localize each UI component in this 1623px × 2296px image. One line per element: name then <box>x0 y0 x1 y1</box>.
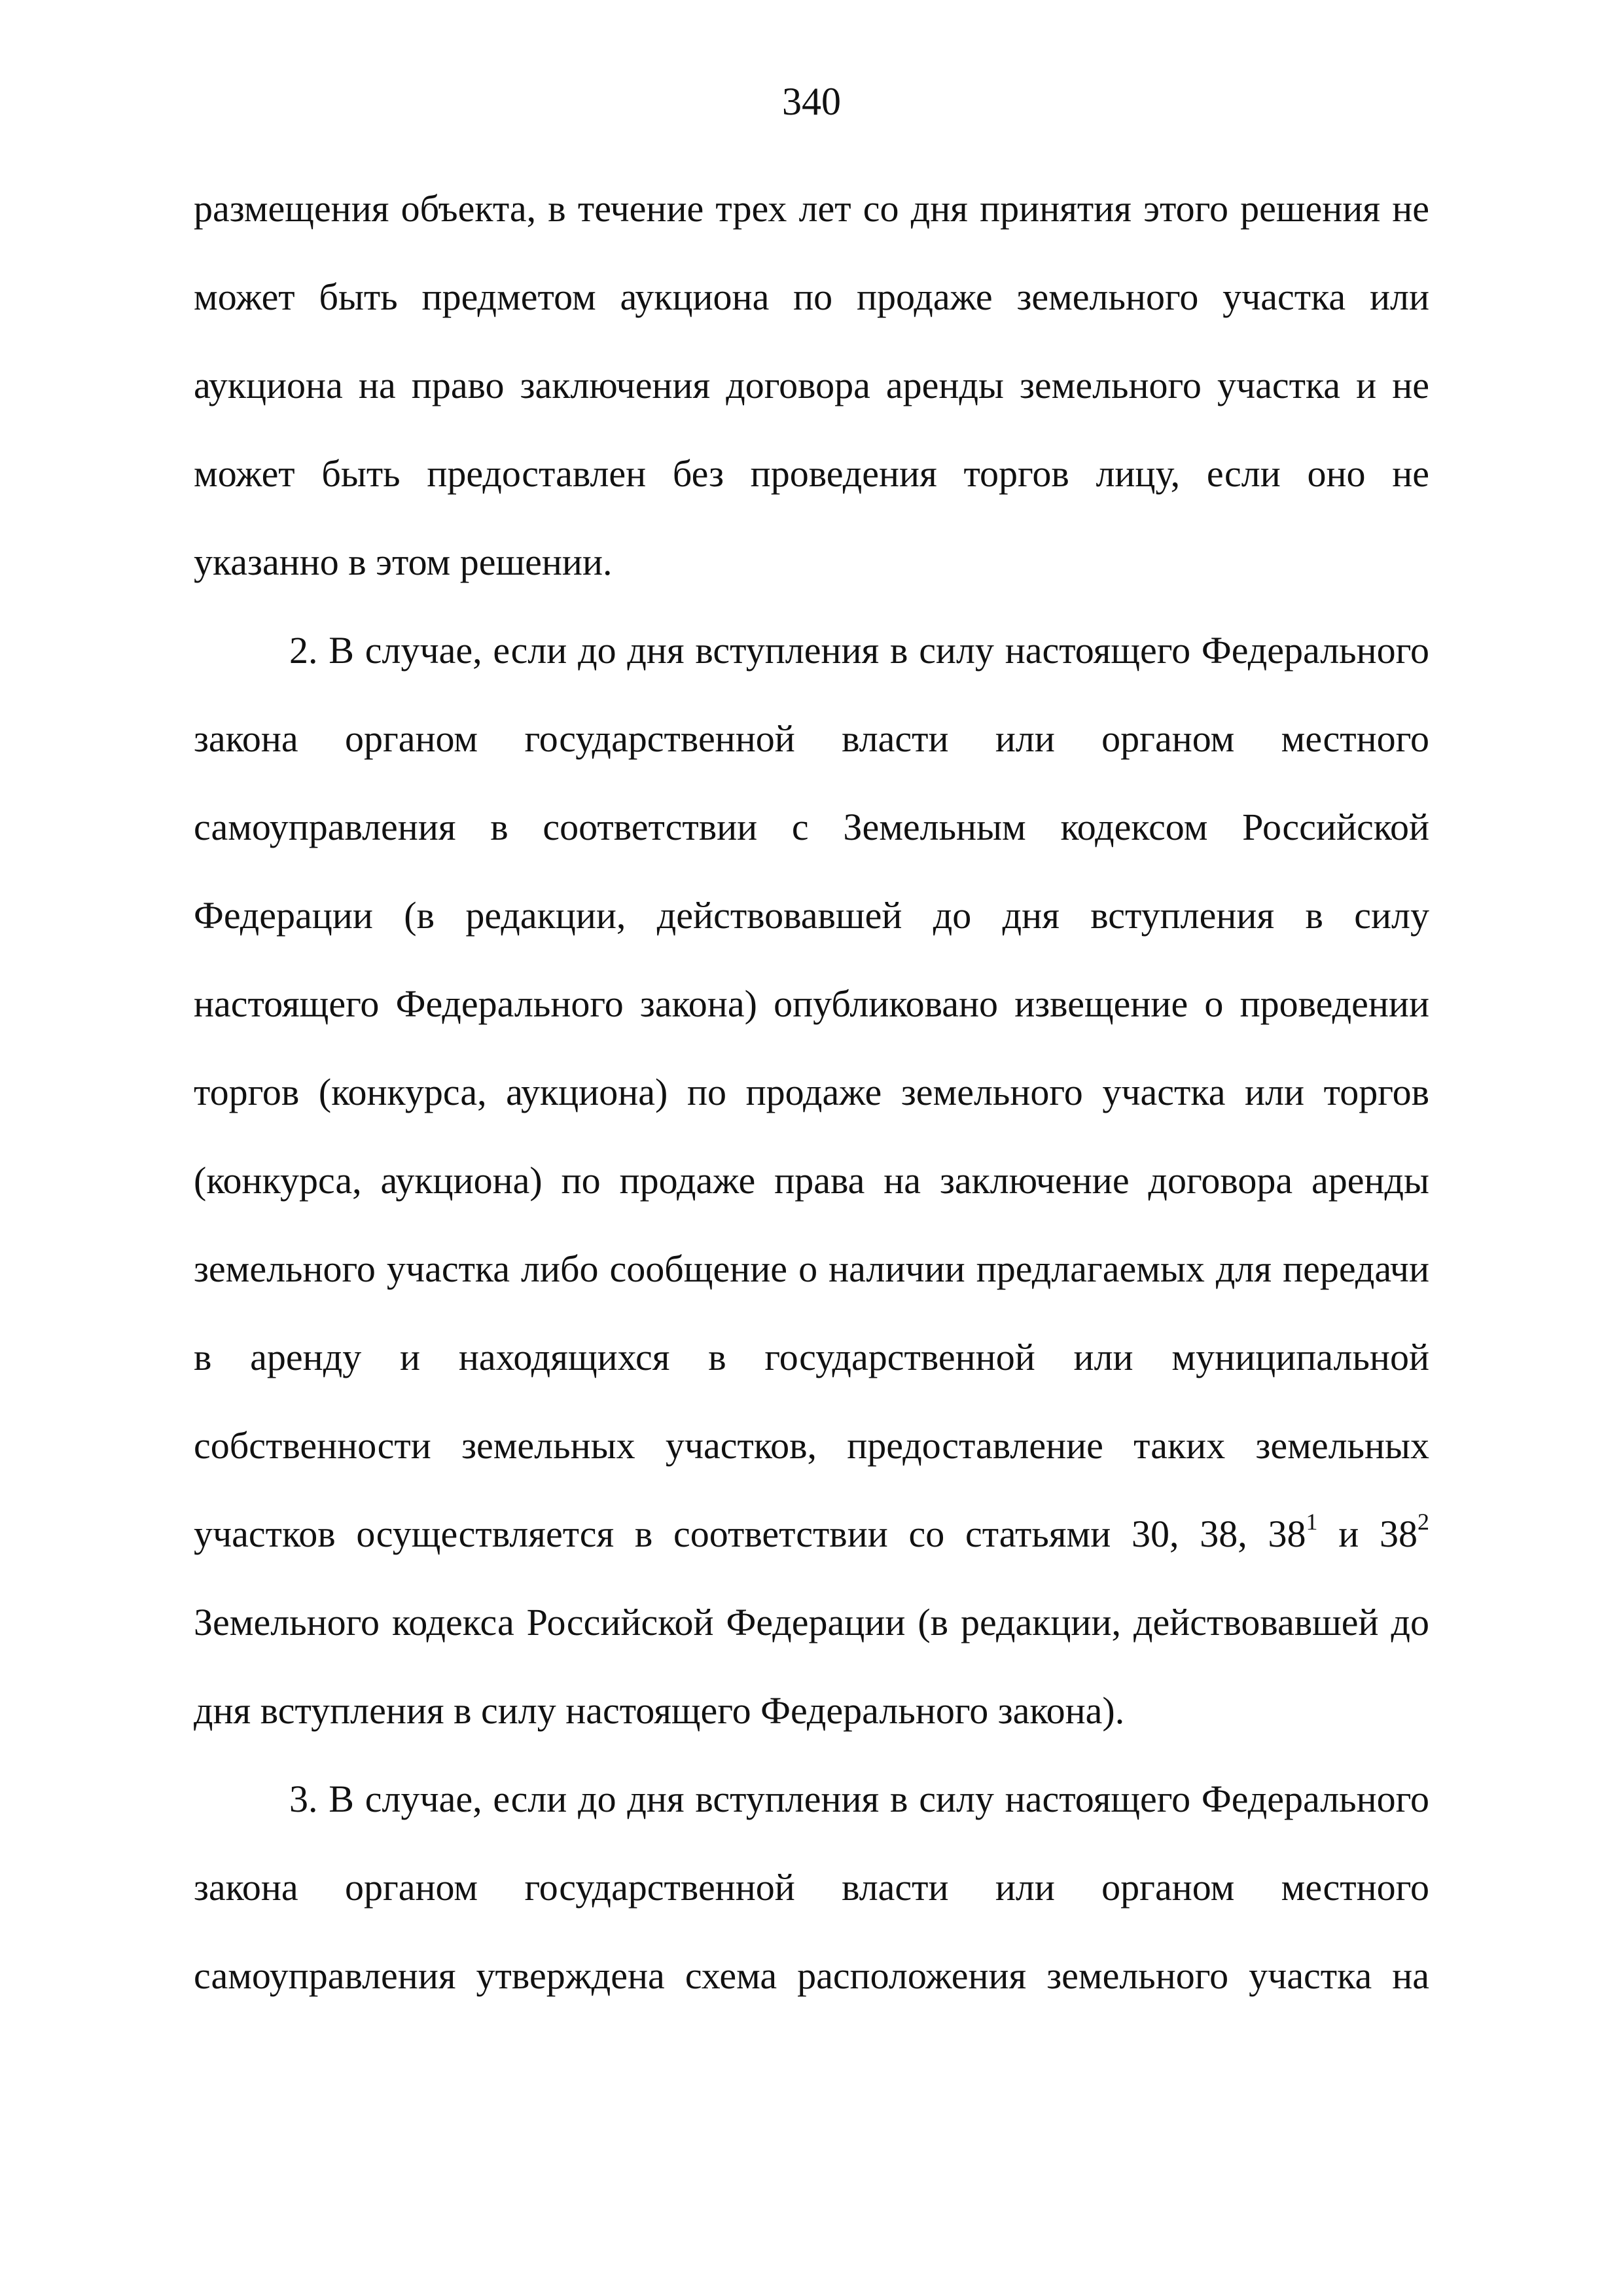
text-line: торгов (конкурса, аукциона) по продаже земельного участка или торгов <box>194 1071 1429 1113</box>
line-segment: и 38 <box>1317 1513 1418 1555</box>
superscript: 1 <box>1306 1508 1318 1535</box>
text-line: самоуправления утверждена схема расположения земельного участка на <box>194 1954 1429 1997</box>
text-line: собственности земельных участков, предоставление таких земельных <box>194 1424 1429 1467</box>
page-number: 340 <box>782 80 841 123</box>
text-line: закона органом государственной власти или органом местного <box>194 717 1429 760</box>
text-line: указанно в этом решении. <box>194 541 613 583</box>
text-line: Земельного кодекса Российской Федерации (в редакции, действовавшей до <box>194 1601 1429 1643</box>
text-line: закона органом государственной власти или органом местного <box>194 1866 1429 1909</box>
text-line: земельного участка либо сообщение о наличии предлагаемых для передачи <box>194 1247 1429 1290</box>
superscript: 2 <box>1418 1508 1429 1535</box>
text-line: аукциона на право заключения договора аренды земельного участка и не <box>194 364 1429 406</box>
text-line: 2. В случае, если до дня вступления в силу настоящего Федерального <box>289 629 1429 672</box>
text-line: может быть предоставлен без проведения торгов лицу, если оно не <box>194 452 1429 495</box>
text-line: 3. В случае, если до дня вступления в силу настоящего Федерального <box>289 1778 1429 1820</box>
text-line: (конкурса, аукциона) по продаже права на заключение договора аренды <box>194 1159 1429 1202</box>
text-line: самоуправления в соответствии с Земельным кодексом Российской <box>194 806 1429 848</box>
line-segment: участков осуществляется в соответствии со статьями 30, 38, 38 <box>194 1513 1306 1555</box>
text-line: может быть предметом аукциона по продаже земельного участка или <box>194 276 1429 318</box>
text-line: в аренду и находящихся в государственной или муниципальной <box>194 1336 1429 1378</box>
text-line: Федерации (в редакции, действовавшей до дня вступления в силу <box>194 894 1429 937</box>
text-line: дня вступления в силу настоящего Федерального закона). <box>194 1689 1125 1732</box>
text-line: размещения объекта, в течение трех лет со дня принятия этого решения не <box>194 187 1429 230</box>
text-line: настоящего Федерального закона) опубликовано извещение о проведении <box>194 982 1429 1025</box>
text-line-with-superscript <box>194 1508 1429 1555</box>
